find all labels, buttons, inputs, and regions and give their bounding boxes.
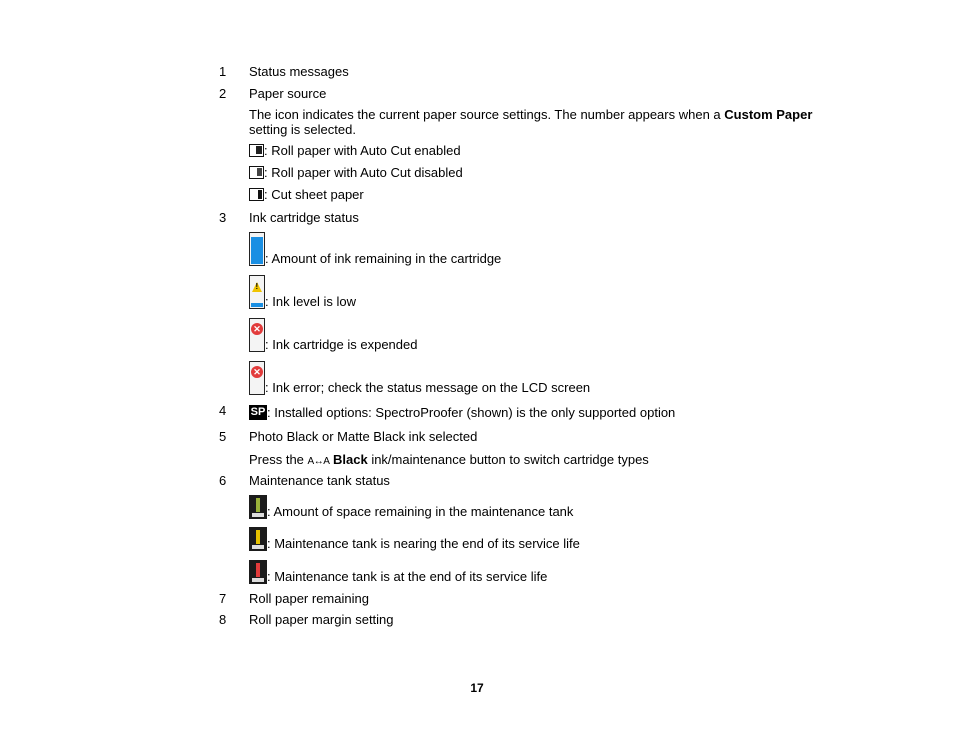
page-number: 17 (470, 681, 484, 695)
item-number: 3 (219, 210, 227, 225)
item-title-ink-cartridge-status: Ink cartridge status (249, 210, 359, 225)
item-number: 7 (219, 591, 227, 606)
item-title-maintenance-tank-status: Maintenance tank status (249, 473, 390, 488)
item-number: 2 (219, 86, 227, 101)
item-number: 1 (219, 64, 227, 79)
item-number: 8 (219, 612, 227, 627)
item-number: 5 (219, 429, 227, 444)
paper-icon-row: : Roll paper with Auto Cut enabled (249, 143, 461, 158)
ink-expended-icon: ✕ (249, 318, 265, 352)
item-title-paper-source: Paper source (249, 86, 327, 101)
maintenance-end-icon (249, 560, 267, 584)
maintenance-space-icon (249, 495, 267, 519)
item-title-black-ink: Photo Black or Matte Black ink selected (249, 429, 478, 444)
cut-sheet-paper-icon (249, 188, 264, 201)
paper-icon-row: : Roll paper with Auto Cut disabled (249, 165, 463, 180)
ink-icon-row: ! : Ink level is low (249, 275, 356, 309)
black-bold: Black (333, 452, 368, 467)
ink-maintenance-button-icon: A↔A (307, 456, 330, 467)
item-number: 4 (219, 403, 227, 418)
ink-remaining-icon (249, 232, 265, 266)
spectroproofer-icon: SP (250, 406, 266, 418)
ink-error-icon: ✕ (249, 361, 265, 395)
item-title-status-messages: Status messages (249, 64, 349, 79)
tank-icon-row: : Maintenance tank is nearing the end of its service life (249, 527, 580, 551)
custom-paper-bold: Custom Paper (724, 107, 813, 122)
tank-icon-row: : Maintenance tank is at the end of its service life (249, 560, 547, 584)
item-title-roll-paper-margin: Roll paper margin setting (249, 612, 394, 627)
roll-paper-auto-cut-disabled-icon (249, 166, 264, 179)
maintenance-near-end-icon (249, 527, 267, 551)
item-title-roll-paper-remaining: Roll paper remaining (249, 591, 369, 606)
ink-icon-row: ✕ : Ink cartridge is expended (249, 318, 417, 352)
installed-options-row: SP : Installed options: SpectroProofer (shown) is the only supported option (250, 405, 676, 420)
ink-icon-row: : Amount of ink remaining in the cartridge (249, 232, 501, 266)
tank-icon-row: : Amount of space remaining in the maintenance tank (249, 495, 573, 519)
ink-icon-row: ✕ : Ink error; check the status message on the LCD screen (249, 361, 590, 395)
paper-source-description: The icon indicates the current paper source settings. The number appears when a Custom Paper setting is selected. (249, 107, 813, 137)
ink-low-icon (249, 275, 265, 309)
item-number: 6 (219, 473, 227, 488)
paper-icon-row: : Cut sheet paper (249, 187, 364, 202)
press-button-instruction: Press the A↔A Black ink/maintenance button to switch cartridge types (249, 452, 649, 467)
roll-paper-auto-cut-enabled-icon (249, 144, 264, 157)
